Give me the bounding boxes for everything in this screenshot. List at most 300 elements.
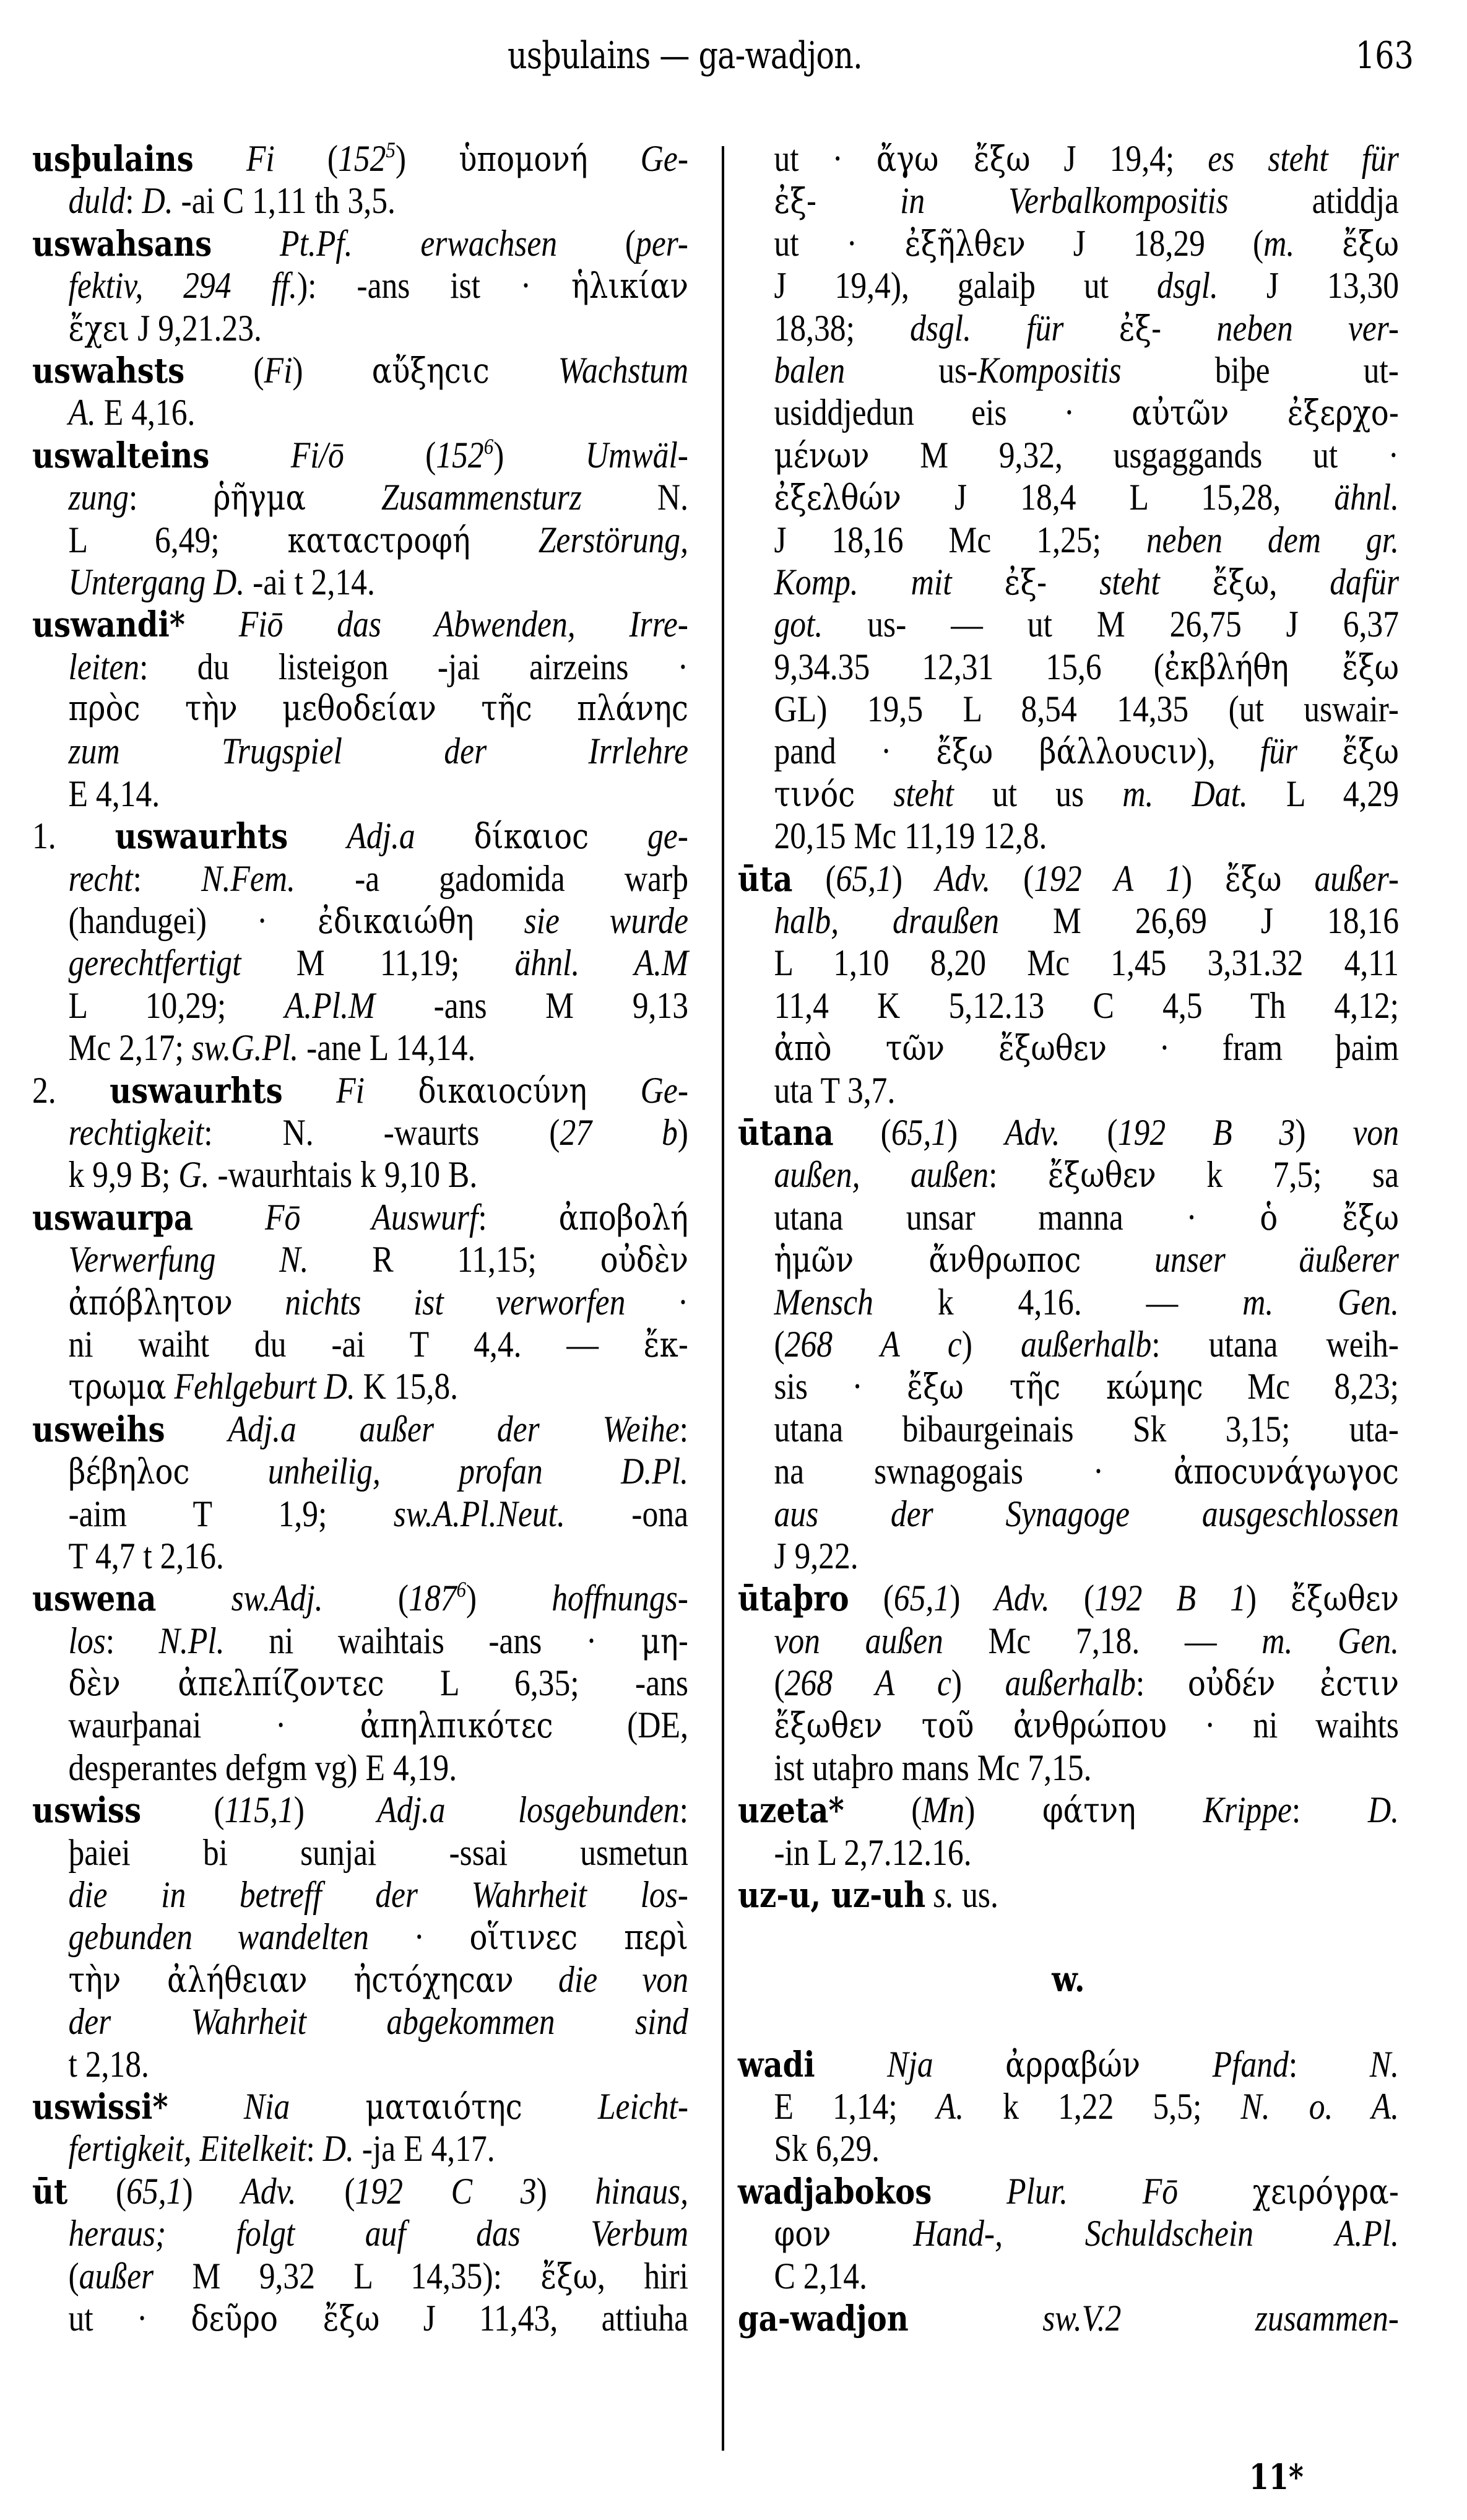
entry-line: [738, 391, 1399, 433]
text-run: [1178, 2171, 1253, 2212]
entry-line: [738, 434, 1399, 476]
entry-first-line: [738, 2170, 1399, 2212]
entry-line: [32, 1238, 688, 1280]
text-run: ): [292, 349, 372, 391]
entry-line: [738, 1662, 1399, 1704]
italic-gloss: sie wurde: [524, 900, 688, 942]
italic-gloss: 268 A c: [784, 1323, 962, 1365]
headword: uzeta*: [738, 1790, 844, 1831]
italic-gloss: m. Gen.: [1242, 1281, 1400, 1323]
text-run: [1047, 562, 1099, 602]
headword: usweihs: [32, 1409, 165, 1450]
italic-gloss: Adj.a: [347, 815, 415, 857]
text-run: : N. -waurts (: [204, 1111, 560, 1153]
greek-text: οὐδὲν: [600, 1240, 689, 1281]
text-run: (: [990, 858, 1034, 899]
entry-line: [738, 1365, 1399, 1407]
italic-gloss: Zusammensturz: [381, 477, 582, 518]
text-run: na swnagogais ·: [774, 1451, 1174, 1492]
text-run: [283, 1070, 336, 1111]
text-run: ): [891, 858, 935, 899]
text-run: ut ·: [68, 2297, 191, 2339]
italic-gloss: N. o. A.: [1240, 2085, 1400, 2127]
headword: ūtaþro: [738, 1578, 849, 1620]
greek-text: ἔξω: [1342, 732, 1399, 773]
text-run: 11,4 K 5,12.13 C 4,5 Th 4,12;: [774, 984, 1399, 1026]
italic-gloss: Adj.a außer der Weihe: [228, 1408, 680, 1449]
greek-text: ἔξω: [1342, 224, 1399, 264]
text-run: [1081, 1239, 1154, 1280]
greek-text: ἔξωθεν τοῦ ἀνθρώπου: [774, 1706, 1167, 1747]
entry-line: [32, 2001, 688, 2043]
entry-line: [738, 1408, 1399, 1450]
text-run: 2.: [32, 1069, 110, 1111]
entry-line: [32, 646, 688, 688]
italic-gloss: von außen: [774, 1620, 943, 1661]
entry-first-line: [738, 858, 1399, 900]
italic-gloss: heraus; folgt auf das Verbum: [68, 2213, 688, 2254]
entry-line: [32, 942, 688, 984]
text-run: J 19,4), galaiþ ut: [774, 265, 1157, 306]
text-run: ): [951, 1662, 1005, 1704]
italic-gloss: N.: [1369, 2043, 1400, 2085]
entry-line: [738, 1196, 1399, 1238]
italic-gloss: G.: [178, 1154, 210, 1196]
text-run: M 26,69 J 18,16: [999, 900, 1400, 942]
text-run: us.: [954, 1874, 998, 1916]
greek-text: αὔξηϲιϲ: [371, 350, 490, 391]
text-run: waurþanai ·: [68, 1705, 360, 1746]
italic-gloss: Mensch: [774, 1281, 873, 1323]
entry-line: [32, 2127, 688, 2170]
text-run: (: [774, 1662, 785, 1704]
italic-gloss: got.: [774, 604, 823, 645]
superscript: 5: [386, 137, 396, 162]
entry-line: [32, 900, 688, 942]
entry-line: [32, 1620, 688, 1662]
headword: uz-u, uz-uh: [738, 1875, 926, 1916]
text-run: biþe ut-: [1121, 349, 1399, 391]
left-column: [32, 137, 688, 2339]
entry-line: [738, 603, 1399, 645]
italic-gloss: m.: [1263, 222, 1295, 264]
entry-first-line: [738, 1874, 1399, 1916]
entry-line: [738, 561, 1399, 603]
entry-first-line: [32, 603, 688, 645]
text-run: ): [1181, 858, 1225, 899]
text-run: [474, 900, 524, 941]
text-run: :: [128, 477, 214, 518]
text-run: -ja E 4,17.: [353, 2128, 495, 2170]
entry-first-line: [32, 1789, 688, 1831]
italic-gloss: D.: [1367, 1789, 1400, 1831]
text-run: -waurhtais k 9,10 B.: [209, 1154, 478, 1196]
italic-gloss: Adv.: [241, 2170, 296, 2212]
letter-section-heading: [738, 1958, 1399, 2001]
entry-line: [738, 1238, 1399, 1280]
signature-mark: 11*: [1249, 2457, 1304, 2498]
italic-gloss: per-: [636, 222, 688, 264]
italic-gloss: steht: [893, 773, 954, 814]
greek-text: ἔξωθεν: [1047, 1155, 1156, 1196]
text-run: [209, 435, 290, 476]
text-run: [587, 1070, 640, 1111]
text-run: ): [961, 1323, 1021, 1365]
italic-gloss: Hand-, Schuldschein A.Pl.: [913, 2213, 1400, 2254]
text-run: [193, 1197, 265, 1238]
italic-gloss: Adv.: [1005, 1111, 1060, 1153]
italic-gloss: ge-: [647, 815, 688, 857]
italic-gloss: fektiv, 294 ff.: [68, 265, 297, 306]
italic-gloss: D.: [142, 180, 173, 222]
italic-gloss: A.: [936, 2085, 964, 2127]
italic-gloss: 65,1: [891, 1111, 948, 1153]
entry-line: [738, 773, 1399, 815]
text-run: [831, 2213, 913, 2254]
entry-line: [32, 1662, 688, 1704]
entry-line: [738, 1747, 1399, 1789]
text-run: -ai t 2,14.: [244, 561, 375, 602]
italic-gloss: unheilig, profan D.Pl.: [267, 1451, 688, 1492]
text-run: L 6,35; -ans: [384, 1662, 688, 1704]
text-run: J 19,4;: [1030, 138, 1208, 179]
italic-gloss: 192 C 3: [355, 2170, 537, 2212]
italic-gloss: leiten: [68, 646, 140, 687]
text-run: [514, 1959, 558, 2000]
entry-line: [32, 1027, 688, 1069]
greek-text: μη-: [641, 1621, 689, 1662]
entry-line: [738, 137, 1399, 180]
headword: ga-wadjon: [738, 2298, 909, 2339]
superscript: 6: [483, 433, 494, 459]
text-run: -ai C 1,11 th 3,5.: [173, 180, 396, 222]
greek-text: ἔξω: [1224, 859, 1282, 900]
italic-gloss: 115,1: [224, 1789, 294, 1831]
entry-line: [32, 1365, 688, 1407]
text-run: M 11,19;: [241, 942, 515, 984]
entry-first-line: [32, 1069, 688, 1111]
greek-text: τὴν ἀλήθειαν ἠϲτόχηϲαν: [68, 1960, 514, 2001]
italic-gloss: dsgl. für: [910, 307, 1064, 349]
text-run: ): [677, 1111, 688, 1153]
entry-line: [32, 1874, 688, 1916]
italic-gloss: aus der Synagoge ausgeschlossen: [774, 1493, 1399, 1534]
entry-line: [738, 476, 1399, 518]
italic-gloss: 192 B 3: [1117, 1111, 1296, 1153]
headword: uswiss: [32, 1790, 142, 1831]
italic-gloss: Fehlgeburt D.: [174, 1366, 355, 1407]
superscript: 6: [456, 1577, 466, 1602]
entry-line: [738, 307, 1399, 349]
italic-gloss: Komp. mit: [774, 561, 952, 602]
entry-line: [738, 1831, 1399, 1874]
greek-text: ἀποϲυνάγωγοϲ: [1173, 1452, 1399, 1493]
italic-gloss: 65,1: [126, 2170, 183, 2212]
page-header: [0, 34, 1467, 84]
italic-gloss: für: [1260, 731, 1298, 772]
italic-gloss: die von: [558, 1958, 688, 2000]
greek-text: φάτνη: [1042, 1791, 1136, 1831]
text-run: (: [67, 2170, 127, 2212]
text-run: ): [293, 1789, 378, 1831]
italic-gloss: Mn: [922, 1789, 965, 1831]
text-run: -a gadomida warþ: [295, 858, 689, 899]
text-run: Mc 7,18. —: [943, 1620, 1262, 1661]
text-run: 1.: [32, 815, 115, 857]
greek-text: δεῦρο ἔξω: [191, 2298, 380, 2339]
text-run: uta T 3,7.: [774, 1069, 896, 1111]
entry-first-line: [32, 137, 688, 180]
text-run: -ona: [565, 1493, 688, 1534]
entry-line: [738, 1620, 1399, 1662]
entry-line: [738, 2127, 1399, 2170]
text-run: :: [132, 858, 202, 899]
text-run: [855, 773, 893, 814]
text-run: [365, 1070, 418, 1111]
text-run: ): [964, 1789, 1042, 1831]
greek-text: ὑπομονή: [459, 139, 588, 180]
italic-gloss: Kompositis: [977, 349, 1122, 391]
text-run: :: [1288, 2043, 1370, 2085]
headword: wadi: [738, 2044, 815, 2085]
entry-first-line: [738, 2043, 1399, 2085]
text-run: [189, 1451, 267, 1492]
text-run: ut ·: [774, 138, 876, 179]
entry-line: [32, 1916, 688, 1958]
entry-line: [738, 1027, 1399, 1069]
text-run: : du listeigon -jai airzeins ·: [139, 646, 688, 687]
page-number: 163: [1356, 34, 1414, 77]
text-run: [168, 2086, 244, 2127]
entry-first-line: [32, 434, 688, 476]
greek-text: ἐξ-: [1004, 562, 1047, 603]
text-run: ): [950, 1578, 995, 1619]
text-run: :: [125, 180, 142, 222]
headword: uswahsans: [32, 223, 212, 264]
entry-line: [32, 1281, 688, 1323]
headword: usþulains: [32, 139, 194, 180]
text-run: J 11,43, attiuha: [379, 2297, 689, 2339]
text-run: us- — ut M 26,75 J 6,37: [823, 604, 1399, 645]
text-run: L 1,10 8,20 Mc 1,45 3,31.32 4,11: [774, 942, 1399, 984]
text-run: C 2,14.: [774, 2255, 868, 2296]
text-run: ),: [1197, 731, 1260, 772]
text-run: (: [557, 222, 636, 264]
italic-gloss: Fi: [336, 1069, 365, 1111]
entry-line: [738, 815, 1399, 857]
text-run: L 6,49;: [68, 519, 288, 560]
text-run: [194, 138, 246, 179]
text-run: J 13,30: [1218, 265, 1399, 306]
text-run: ): [1295, 1111, 1353, 1153]
italic-gloss: 152: [338, 138, 386, 179]
spacer: [738, 1916, 1399, 1958]
text-run: utana unsar manna ·: [774, 1196, 1260, 1238]
italic-gloss: Pfand: [1212, 2043, 1289, 2085]
text-run: ): [536, 2170, 595, 2212]
greek-text: ἔξω βάλλουϲιν: [936, 732, 1197, 773]
text-run: -in L 2,7.12.16.: [774, 1831, 972, 1873]
text-run: ): [947, 1111, 1005, 1153]
italic-gloss: außen, außen: [774, 1154, 989, 1196]
greek-text: ἀπὸ τῶν ἔξωθεν: [774, 1028, 1107, 1069]
text-run: R 11,15;: [308, 1239, 600, 1280]
greek-text: καταϲτροφή: [287, 520, 470, 561]
text-run: :: [1291, 1789, 1368, 1831]
italic-gloss: N.Pl.: [158, 1620, 225, 1661]
italic-gloss: Verwerfung N.: [68, 1239, 309, 1280]
greek-text: ἀπόβλητον: [68, 1282, 233, 1323]
italic-gloss: neben ver-: [1216, 307, 1400, 349]
text-run: [415, 815, 474, 856]
italic-gloss: Fi: [246, 138, 275, 179]
headword: uswaurpa: [32, 1197, 194, 1238]
text-run: :: [478, 1196, 559, 1238]
text-run: E 4,14.: [68, 773, 160, 814]
text-run: J 18,4 L 15,28,: [901, 477, 1335, 518]
text-run: [1161, 308, 1216, 349]
entry-line: [32, 476, 688, 518]
text-run: · fram þaim: [1107, 1027, 1399, 1069]
text-run: ut us: [953, 773, 1123, 814]
entry-line: [32, 1323, 688, 1365]
greek-text: ἡμῶν ἄνθρωποϲ: [774, 1240, 1081, 1281]
entry-line: [32, 2212, 688, 2254]
italic-gloss: m. Dat.: [1122, 773, 1248, 814]
greek-text: βέβηλοϲ: [68, 1452, 190, 1493]
italic-gloss: in Verbalkompositis: [900, 180, 1229, 222]
italic-gloss: dafür: [1330, 561, 1400, 602]
text-run: :: [105, 1620, 159, 1661]
text-run: ist utaþro mans Mc 7,15.: [774, 1747, 1092, 1788]
running-title: usþulains — ga-wadjon.: [508, 34, 862, 77]
greek-text: ἐκβλήθη ἔξω: [1164, 647, 1400, 688]
italic-gloss: außer: [79, 2255, 154, 2296]
entry-line: [32, 391, 688, 433]
italic-gloss: 27 b: [560, 1111, 678, 1153]
text-run: -ans M 9,13: [374, 984, 689, 1026]
entry-first-line: [738, 2297, 1399, 2339]
italic-gloss: s.: [933, 1874, 954, 1916]
entry-line: [32, 773, 688, 815]
italic-gloss: 192 A 1: [1034, 858, 1182, 899]
text-run: ni waiht du -ai T 4,4. —: [68, 1323, 644, 1365]
greek-text: ἔξωθεν: [1291, 1579, 1400, 1620]
greek-text: μένων: [774, 435, 870, 476]
text-run: [1140, 2044, 1212, 2085]
headword: uswaurhts: [115, 816, 288, 858]
italic-gloss: Fiō das Abwenden, Irre-: [238, 604, 688, 645]
entry-line: [32, 984, 688, 1027]
entry-line: [738, 942, 1399, 984]
greek-text: οὐδέν ἐϲτιν: [1187, 1664, 1399, 1705]
text-run: L 4,29: [1247, 773, 1399, 814]
entry-first-line: [32, 2170, 688, 2212]
italic-gloss: Umwäl-: [585, 434, 688, 476]
text-run: 18,38;: [774, 307, 911, 349]
entry-line: [32, 264, 688, 306]
greek-text: ἔξω: [1212, 562, 1270, 603]
text-run: (DE,: [553, 1705, 688, 1746]
text-run: [1063, 308, 1119, 349]
text-run: ni waihtais -ans ·: [224, 1620, 641, 1661]
text-run: :: [989, 1154, 1048, 1196]
text-run: Sk 6,29.: [774, 2128, 880, 2170]
entry-line: [32, 561, 688, 603]
text-run: [932, 2171, 1006, 2212]
text-run: Mc 2,17;: [68, 1027, 192, 1069]
entry-line: [738, 180, 1399, 222]
text-run: T 4,7 t 2,16.: [68, 1535, 224, 1576]
text-run: , hiri: [597, 2255, 688, 2296]
text-run: utana bibaurgeinais Sk 3,15; uta-: [774, 1408, 1399, 1449]
italic-gloss: Plur. Fō: [1006, 2170, 1179, 2212]
entry-line: [32, 2043, 688, 2085]
italic-gloss: A.Pl.M: [284, 984, 375, 1026]
headword: uswissi*: [32, 2086, 168, 2127]
text-run: ut ·: [774, 222, 905, 264]
entry-line: [738, 2085, 1399, 2127]
text-run: :: [1135, 1662, 1188, 1704]
italic-gloss: Nia: [243, 2085, 290, 2127]
italic-gloss: Ge-: [640, 1069, 689, 1111]
entry-first-line: [32, 2085, 688, 2127]
entry-line: [32, 1450, 688, 1492]
italic-gloss: neben dem gr.: [1146, 519, 1400, 560]
text-run: atiddja: [1228, 180, 1400, 222]
entry-line: [738, 1535, 1399, 1577]
text-run: 9,34.35 12,31 15,6 (: [774, 646, 1164, 687]
headword: wadjabokos: [738, 2171, 932, 2212]
text-run: pand ·: [774, 731, 937, 772]
italic-gloss: Adj.a losgebunden: [377, 1789, 680, 1831]
headword: uswena: [32, 1578, 157, 1620]
text-run: -aim T 1,9;: [68, 1493, 394, 1534]
entry-line: [738, 1323, 1399, 1365]
greek-text: ἔκ-: [643, 1324, 688, 1365]
italic-gloss: balen: [774, 349, 846, 391]
entry-first-line: [738, 1577, 1399, 1619]
entry-line: [32, 1831, 688, 1874]
text-run: [212, 223, 280, 264]
text-run: J 18,29 (: [1025, 222, 1264, 264]
text-run: Mc 8,23;: [1203, 1366, 1399, 1407]
entry-line: [32, 2297, 688, 2339]
italic-gloss: hoffnungs-: [552, 1578, 688, 1619]
italic-gloss: 187: [409, 1578, 457, 1619]
greek-text: ματαιότηϲ: [365, 2087, 522, 2127]
entry-line: [32, 1704, 688, 1746]
entry-first-line: [32, 815, 688, 857]
text-run: t 2,18.: [68, 2043, 149, 2085]
text-run: [1294, 223, 1342, 264]
italic-gloss: hinaus,: [595, 2170, 689, 2212]
text-run: (: [68, 2255, 79, 2296]
entry-line: [738, 900, 1399, 942]
entry-line: [738, 2255, 1399, 2297]
text-run: J 9,22.: [774, 1535, 859, 1576]
entry-line: [738, 646, 1399, 688]
headword: uswaurhts: [110, 1070, 283, 1111]
italic-gloss: zung: [68, 477, 129, 518]
entry-line: [738, 688, 1399, 730]
italic-gloss: Fi: [264, 349, 293, 391]
entry-first-line: [738, 1789, 1399, 1831]
text-run: [522, 2086, 598, 2127]
entry-line: [32, 1535, 688, 1577]
text-run: k 4,16. —: [873, 1281, 1243, 1323]
greek-text: πρὸϲ τὴν μεθοδείαν τῆϲ πλάνηϲ: [68, 689, 688, 729]
